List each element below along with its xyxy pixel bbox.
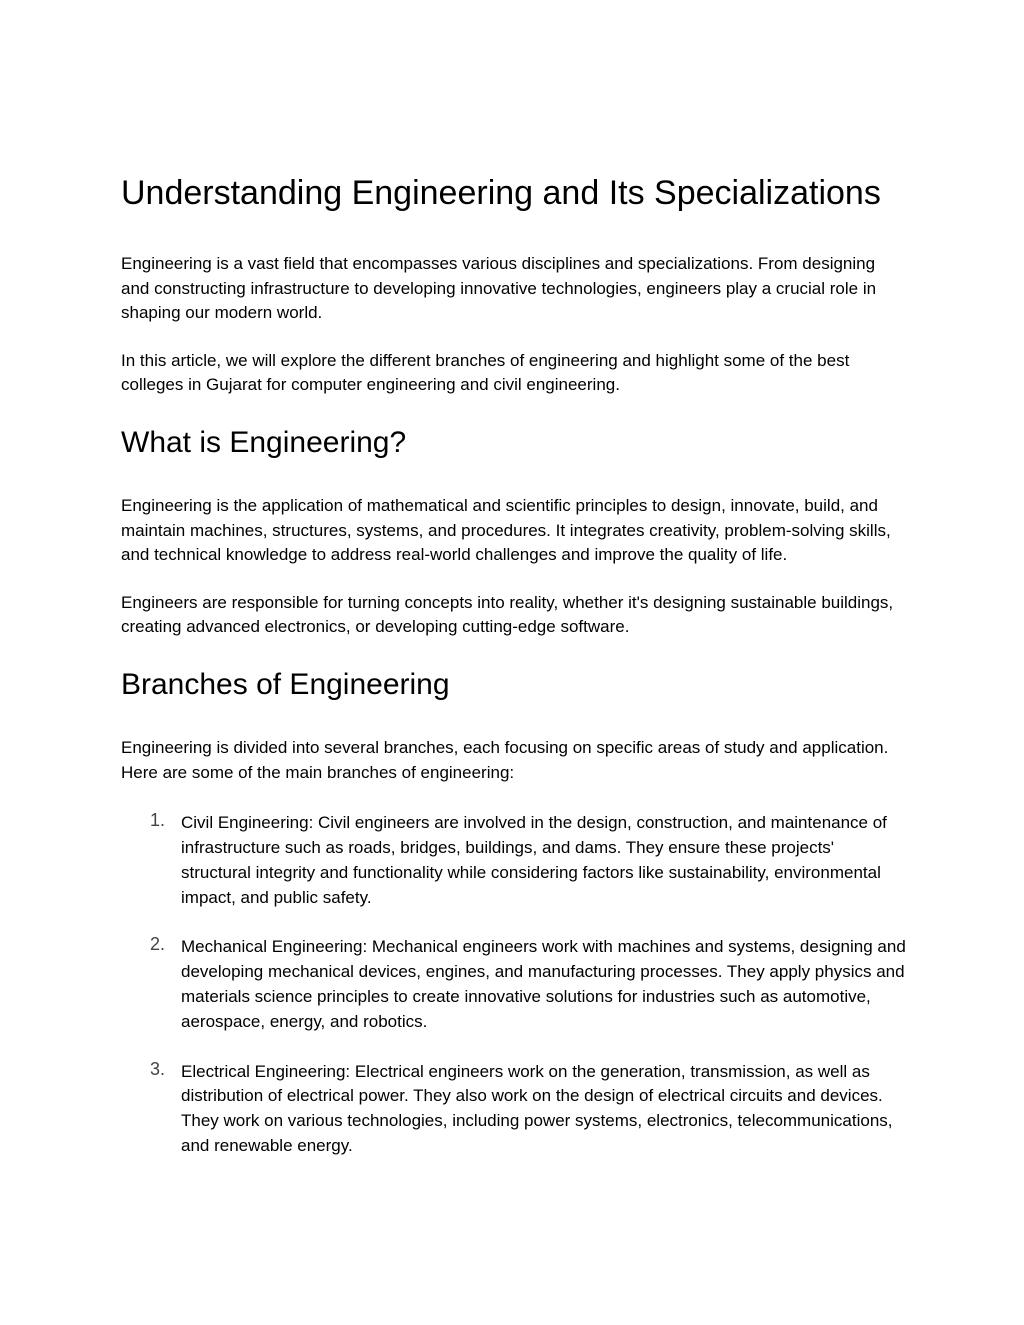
intro-paragraph: Engineering is a vast field that encompasses various disciplines and specializations. From designing and constructing infrastructure to developing innovative technologies, engineers play a crucial role in shaping our modern world. [121, 254, 877, 323]
list-item [121, 935, 906, 1034]
section-heading-what-is-engineering: What is Engineering? [121, 425, 407, 459]
document-page [121, 170, 906, 1159]
section-paragraph: Engineering is the application of mathematical and scientific principles to design, innovate, build, and maintain machines, structures, systems, and procedures. It integrates creativity, problem-solving skills, and technical knowledge to address real-world challenges and improve the quality of life. [121, 495, 891, 565]
list-number: 3. [150, 1058, 166, 1079]
list-item-text: Electrical Engineering: Electrical engineers work on the generation, transmission, as well as distribution of electrical power. They also work on the design of electrical circuits and devices. They work on various technologies, including power systems, electronics, telecommunications, and renewable energy. [181, 1061, 893, 1155]
list-item [121, 1060, 906, 1159]
section-paragraph: Engineering is divided into several branches, each focusing on specific areas of study and application. Here are some of the main branches of engineering: [121, 737, 889, 782]
document-title: Understanding Engineering and Its Specializations [121, 174, 881, 212]
list-number: 1. [150, 810, 166, 831]
list-item-text: Mechanical Engineering: Mechanical engineers work with machines and systems, designing and developing mechanical devices, engines, and manufacturing processes. They apply physics and materials science principles to create innovative solutions for industries such as automotive, aerospace, energy, and robotics. [181, 937, 906, 1031]
list-number: 2. [150, 934, 166, 955]
section-paragraph: Engineers are responsible for turning concepts into reality, whether it's designing sustainable buildings, creating advanced electronics, or developing cutting-edge software. [121, 592, 894, 637]
branches-list [121, 811, 906, 1159]
section-heading-branches-of-engineering: Branches of Engineering [121, 667, 450, 701]
list-item-text: Civil Engineering: Civil engineers are involved in the design, construction, and maintenance of infrastructure such as roads, bridges, buildings, and dams. They ensure these projects' structural integrity and functionality while considering factors like sustainability, environmental impact, and public safety. [181, 813, 887, 907]
list-item [121, 811, 906, 910]
intro-paragraph: In this article, we will explore the different branches of engineering and highlight some of the best colleges in Gujarat for computer engineering and civil engineering. [121, 350, 850, 395]
